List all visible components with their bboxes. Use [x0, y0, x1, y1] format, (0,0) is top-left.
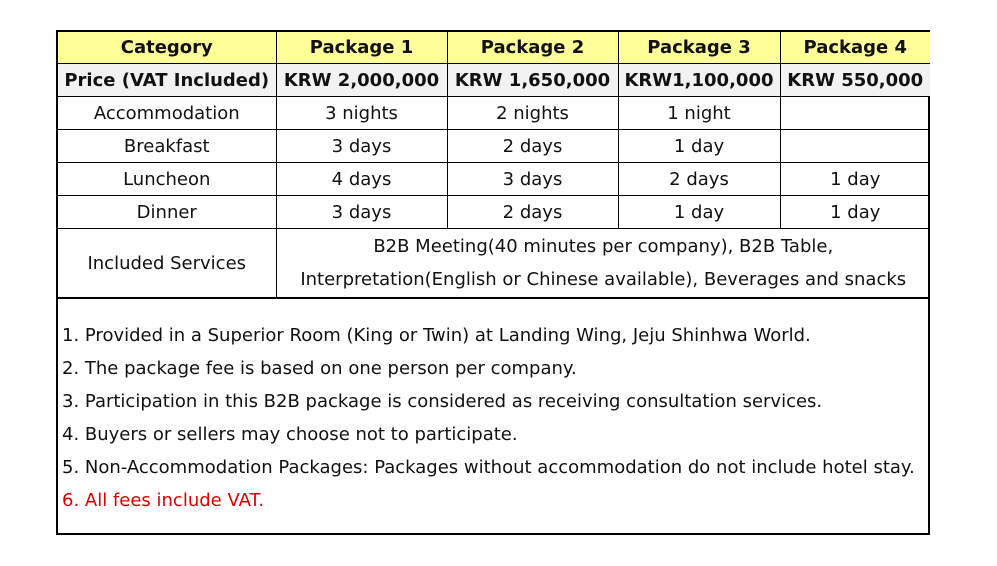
row-label: Dinner — [58, 196, 276, 229]
package-table — [58, 32, 930, 299]
price-package-3: KRW1,100,000 — [618, 64, 780, 97]
price-package-4: KRW 550,000 — [780, 64, 930, 97]
price-row — [58, 64, 930, 97]
table-cell: 2 days — [447, 130, 618, 163]
table-row-accommodation — [58, 97, 930, 130]
header-package-4: Package 4 — [780, 32, 930, 64]
table-row-breakfast — [58, 130, 930, 163]
row-label: Breakfast — [58, 130, 276, 163]
row-label: Accommodation — [58, 97, 276, 130]
note-item: 3. Participation in this B2B package is considered as receiving consultation services. — [62, 391, 823, 412]
table-cell — [780, 130, 930, 163]
header-package-1: Package 1 — [276, 32, 447, 64]
table-cell: 1 day — [618, 196, 780, 229]
price-package-2: KRW 1,650,000 — [447, 64, 618, 97]
table-row-services — [58, 229, 930, 299]
note-item: 2. The package fee is based on one person per company. — [62, 358, 577, 379]
header-row — [58, 32, 930, 64]
table-cell: 1 day — [618, 130, 780, 163]
notes-list — [62, 319, 915, 517]
note-item-vat: 6. All fees include VAT. — [62, 490, 265, 511]
price-label: Price (VAT Included) — [58, 64, 276, 97]
row-label: Luncheon — [58, 163, 276, 196]
price-package-1: KRW 2,000,000 — [276, 64, 447, 97]
table-cell: 2 days — [447, 196, 618, 229]
table-cell: 2 days — [618, 163, 780, 196]
table-cell: 3 nights — [276, 97, 447, 130]
header-category: Category — [58, 32, 276, 64]
table-row-dinner — [58, 196, 930, 229]
table-cell: 3 days — [447, 163, 618, 196]
table-cell: 4 days — [276, 163, 447, 196]
note-item: 1. Provided in a Superior Room (King or Twin) at Landing Wing, Jeju Shinhwa World. — [62, 325, 811, 346]
table-cell — [780, 97, 930, 130]
note-item: 5. Non-Accommodation Packages: Packages without accommodation do not include hotel stay. — [62, 457, 915, 478]
table-cell: 3 days — [276, 130, 447, 163]
table-cell: 1 night — [618, 97, 780, 130]
services-line-2: Interpretation(English or Chinese available), Beverages and snacks — [300, 269, 907, 290]
note-item: 4. Buyers or sellers may choose not to participate. — [62, 424, 518, 445]
services-description — [276, 229, 930, 299]
package-table-frame — [56, 30, 930, 535]
table-cell: 1 day — [780, 196, 930, 229]
table-cell: 2 nights — [447, 97, 618, 130]
services-label: Included Services — [58, 229, 276, 299]
header-package-3: Package 3 — [618, 32, 780, 64]
header-package-2: Package 2 — [447, 32, 618, 64]
table-cell: 1 day — [780, 163, 930, 196]
table-cell: 3 days — [276, 196, 447, 229]
table-row-luncheon — [58, 163, 930, 196]
services-line-1: B2B Meeting(40 minutes per company), B2B Table, — [373, 236, 834, 257]
